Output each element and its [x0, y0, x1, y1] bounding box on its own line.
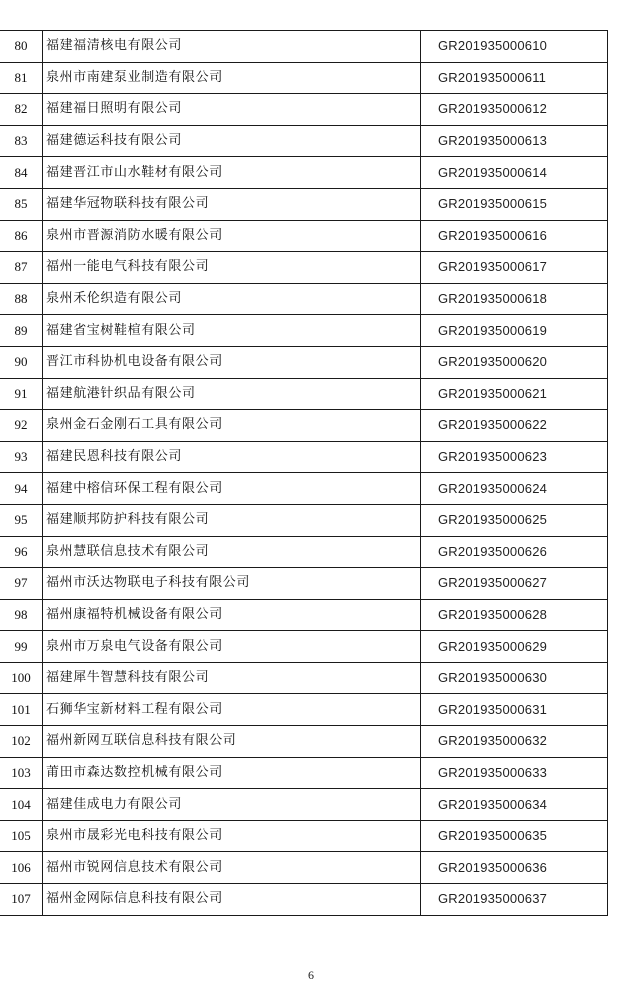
row-index: 92: [0, 410, 43, 442]
table-row: [0, 220, 608, 252]
row-index: 81: [0, 62, 43, 94]
company-name: 福州市锐网信息技术有限公司: [43, 852, 421, 884]
certificate-number: GR201935000636: [421, 852, 608, 884]
certificate-number: GR201935000614: [421, 157, 608, 189]
table-row: [0, 757, 608, 789]
table-row: [0, 504, 608, 536]
row-index: 107: [0, 884, 43, 916]
company-name: 泉州市万泉电气设备有限公司: [43, 631, 421, 663]
table-row: [0, 157, 608, 189]
company-name: 福建省宝树鞋楦有限公司: [43, 315, 421, 347]
certificate-number: GR201935000632: [421, 726, 608, 758]
certificate-number: GR201935000611: [421, 62, 608, 94]
table-row: [0, 188, 608, 220]
page-number: 6: [308, 968, 314, 982]
row-index: 104: [0, 789, 43, 821]
certificate-number: GR201935000619: [421, 315, 608, 347]
certificate-number: GR201935000622: [421, 410, 608, 442]
certificate-number: GR201935000624: [421, 473, 608, 505]
company-name: 福建佳成电力有限公司: [43, 789, 421, 821]
table-row: [0, 599, 608, 631]
company-name: 福州康福特机械设备有限公司: [43, 599, 421, 631]
certificate-number: GR201935000633: [421, 757, 608, 789]
certificate-number: GR201935000616: [421, 220, 608, 252]
company-name: 福州市沃达物联电子科技有限公司: [43, 568, 421, 600]
company-name: 福建犀牛智慧科技有限公司: [43, 662, 421, 694]
company-name: 泉州禾伦织造有限公司: [43, 283, 421, 315]
row-index: 85: [0, 188, 43, 220]
row-index: 83: [0, 125, 43, 157]
certificate-number: GR201935000623: [421, 441, 608, 473]
certificate-number: GR201935000612: [421, 94, 608, 126]
company-name: 福建福清核电有限公司: [43, 31, 421, 63]
table-row: [0, 820, 608, 852]
table-row: [0, 31, 608, 63]
row-index: 93: [0, 441, 43, 473]
company-name: 福建福日照明有限公司: [43, 94, 421, 126]
certificate-number: GR201935000635: [421, 820, 608, 852]
certificate-number: GR201935000637: [421, 884, 608, 916]
table-row: [0, 125, 608, 157]
table-row: [0, 410, 608, 442]
company-name: 泉州金石金刚石工具有限公司: [43, 410, 421, 442]
certificate-number: GR201935000617: [421, 252, 608, 284]
row-index: 106: [0, 852, 43, 884]
row-index: 94: [0, 473, 43, 505]
company-name: 泉州市晟彩光电科技有限公司: [43, 820, 421, 852]
company-name: 福建华冠物联科技有限公司: [43, 188, 421, 220]
row-index: 91: [0, 378, 43, 410]
certificate-number: GR201935000625: [421, 504, 608, 536]
table-row: [0, 568, 608, 600]
table-row: [0, 315, 608, 347]
table-row: [0, 662, 608, 694]
table-row: [0, 94, 608, 126]
table-row: [0, 852, 608, 884]
row-index: 87: [0, 252, 43, 284]
certificate-number: GR201935000621: [421, 378, 608, 410]
row-index: 97: [0, 568, 43, 600]
company-name: 泉州市南建泵业制造有限公司: [43, 62, 421, 94]
row-index: 102: [0, 726, 43, 758]
row-index: 99: [0, 631, 43, 663]
certificate-number: GR201935000618: [421, 283, 608, 315]
company-name: 石狮华宝新材料工程有限公司: [43, 694, 421, 726]
row-index: 88: [0, 283, 43, 315]
certificate-number: GR201935000631: [421, 694, 608, 726]
company-name: 福州一能电气科技有限公司: [43, 252, 421, 284]
table-row: [0, 789, 608, 821]
row-index: 90: [0, 346, 43, 378]
row-index: 86: [0, 220, 43, 252]
company-name: 福建中榕信环保工程有限公司: [43, 473, 421, 505]
row-index: 105: [0, 820, 43, 852]
company-name: 泉州市晋源消防水暖有限公司: [43, 220, 421, 252]
company-name: 福建晋江市山水鞋材有限公司: [43, 157, 421, 189]
company-name: 福建顺邦防护科技有限公司: [43, 504, 421, 536]
row-index: 82: [0, 94, 43, 126]
certificate-number: GR201935000610: [421, 31, 608, 63]
row-index: 89: [0, 315, 43, 347]
certificate-number: GR201935000626: [421, 536, 608, 568]
table-row: [0, 252, 608, 284]
table-row: [0, 884, 608, 916]
table-row: [0, 441, 608, 473]
table-body: [0, 31, 608, 916]
table-row: [0, 473, 608, 505]
table-row: [0, 346, 608, 378]
table-row: [0, 62, 608, 94]
table-row: [0, 631, 608, 663]
certificate-number: GR201935000615: [421, 188, 608, 220]
certificate-number: GR201935000629: [421, 631, 608, 663]
company-name: 泉州慧联信息技术有限公司: [43, 536, 421, 568]
certificate-number: GR201935000620: [421, 346, 608, 378]
company-name: 福建民恩科技有限公司: [43, 441, 421, 473]
row-index: 101: [0, 694, 43, 726]
table-row: [0, 283, 608, 315]
row-index: 95: [0, 504, 43, 536]
row-index: 103: [0, 757, 43, 789]
company-name: 福州新网互联信息科技有限公司: [43, 726, 421, 758]
table-row: [0, 378, 608, 410]
table-row: [0, 694, 608, 726]
row-index: 80: [0, 31, 43, 63]
row-index: 98: [0, 599, 43, 631]
table-row: [0, 536, 608, 568]
company-name: 莆田市森达数控机械有限公司: [43, 757, 421, 789]
certificate-number: GR201935000634: [421, 789, 608, 821]
table-row: [0, 726, 608, 758]
company-name: 福建航港针织品有限公司: [43, 378, 421, 410]
company-certificate-table: [0, 30, 608, 916]
company-name: 福建德运科技有限公司: [43, 125, 421, 157]
company-name: 晋江市科协机电设备有限公司: [43, 346, 421, 378]
certificate-number: GR201935000613: [421, 125, 608, 157]
certificate-number: GR201935000627: [421, 568, 608, 600]
certificate-number: GR201935000630: [421, 662, 608, 694]
row-index: 84: [0, 157, 43, 189]
row-index: 96: [0, 536, 43, 568]
certificate-number: GR201935000628: [421, 599, 608, 631]
company-name: 福州金网际信息科技有限公司: [43, 884, 421, 916]
row-index: 100: [0, 662, 43, 694]
